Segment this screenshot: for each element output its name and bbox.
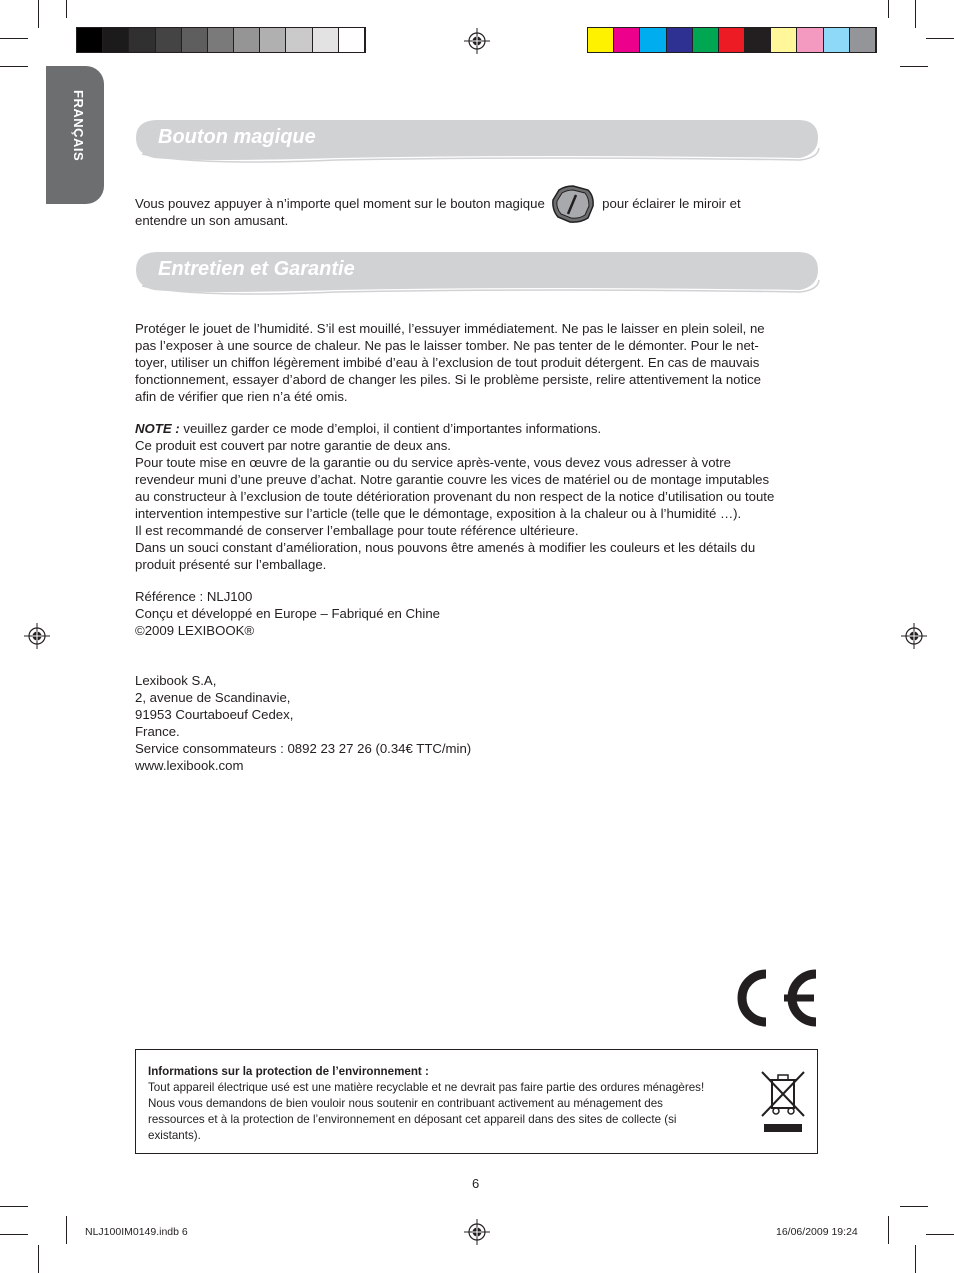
color-swatch — [640, 28, 666, 52]
entretien-paragraph-2 — [135, 420, 820, 573]
website-link[interactable]: www.lexibook.com — [135, 758, 244, 773]
text-line: Ce produit est couvert par notre garantie de deux ans. — [135, 438, 451, 453]
color-swatch — [77, 28, 103, 52]
bouton-paragraph — [135, 195, 820, 229]
environment-title: Informations sur la protection de l’environnement : — [148, 1065, 429, 1078]
section-banner-bouton — [136, 118, 818, 162]
text-line: 2, avenue de Scandinavie, — [135, 690, 291, 705]
environment-info-box — [135, 1049, 818, 1154]
color-swatch — [182, 28, 208, 52]
color-swatch — [797, 28, 823, 52]
color-swatch — [719, 28, 745, 52]
registration-mark-icon — [24, 623, 50, 649]
reference-block — [135, 588, 820, 639]
color-swatch — [234, 28, 260, 52]
color-swatch — [771, 28, 797, 52]
section-title-entretien: Entretien et Garantie — [158, 258, 355, 280]
text-line: Dans un souci constant d’amélioration, nous pouvons être amenés à modifier les couleurs et les détails du — [135, 540, 756, 555]
text-line: intervention intempestive sur l’article (telle que le démontage, exposition à la chaleur ou à l’humidité …). — [135, 506, 742, 521]
text-line: au constructeur à l’exclusion de toute détérioration provenant du non respect de la notice d’utilisation ou toute — [135, 489, 775, 504]
print-file-info: NLJ100IM0149.indb 6 — [85, 1226, 188, 1238]
text-line: Lexibook S.A, — [135, 673, 217, 688]
text-line: pas l’exposer à une source de chaleur. Ne pas le laisser tomber. Ne pas tenter de le démonter. Pour le net- — [135, 338, 759, 353]
text-line: Service consommateurs : 0892 23 27 26 (0.34€ TTC/min) — [135, 741, 472, 756]
page-number: 6 — [472, 1176, 480, 1191]
section-title-bouton: Bouton magique — [158, 126, 316, 148]
registration-mark-icon — [464, 1219, 490, 1245]
text-line: ©2009 LEXIBOOK® — [135, 623, 255, 638]
color-swatch — [745, 28, 771, 52]
registration-mark-icon — [901, 623, 927, 649]
entretien-paragraph-1 — [135, 320, 820, 405]
color-swatch — [313, 28, 339, 52]
text-line: produit présenté sur l’emballage. — [135, 557, 327, 572]
text-line: afin de vérifier que rien n’a été omis. — [135, 389, 348, 404]
text-line: France. — [135, 724, 180, 739]
text-line: fonctionnement, essayer d’abord de changer les piles. Si le problème persiste, relire attentivement la notice — [135, 372, 762, 387]
color-swatch — [850, 28, 876, 52]
color-swatch — [824, 28, 850, 52]
text-line: 91953 Courtaboeuf Cedex, — [135, 707, 294, 722]
print-date-info: 16/06/2009 19:24 — [776, 1226, 858, 1238]
crossed-out-bin-icon — [758, 1070, 810, 1136]
color-swatch — [614, 28, 640, 52]
text-line: existants). — [148, 1129, 201, 1142]
note-label: NOTE : — [135, 421, 180, 436]
text-line: Protéger le jouet de l’humidité. S’il est mouillé, l’essuyer immédiatement. Ne pas le laisser en plein soleil, ne — [135, 321, 765, 336]
color-swatch — [693, 28, 719, 52]
bouton-text-before: Vous pouvez appuyer à n’importe quel moment sur le bouton magique — [135, 196, 545, 211]
color-swatch — [588, 28, 614, 52]
color-swatch — [208, 28, 234, 52]
magic-button-icon — [550, 184, 596, 224]
text-line: Pour toute mise en œuvre de la garantie ou du service après-vente, vous devez vous adresser à votre — [135, 455, 731, 470]
color-swatch — [339, 28, 365, 52]
grayscale-color-bar — [76, 27, 366, 53]
note-text: veuillez garder ce mode d’emploi, il contient d’importantes informations. — [179, 421, 602, 436]
text-line: Nous vous demandons de bien vouloir nous soutenir en contribuant activement au ménagement des — [148, 1097, 663, 1110]
color-swatch — [260, 28, 286, 52]
text-line: Conçu et développé en Europe – Fabriqué en Chine — [135, 606, 440, 621]
ce-mark-icon — [728, 964, 820, 1032]
process-color-bar — [587, 27, 877, 53]
address-block — [135, 672, 820, 774]
section-banner-entretien — [136, 250, 818, 294]
color-swatch — [129, 28, 155, 52]
text-line: Tout appareil électrique usé est une matière recyclable et ne devrait pas faire partie des ordures ménagères! — [148, 1081, 705, 1094]
registration-mark-icon — [464, 28, 490, 54]
bouton-text-after: pour éclairer le miroir et — [602, 196, 741, 211]
color-swatch — [103, 28, 129, 52]
text-line: toyer, utiliser un chiffon légèrement imbibé d’eau à l’exclusion de tout produit détergent. En cas de mauvais — [135, 355, 760, 370]
text-line: Il est recommandé de conserver l’emballage pour toute référence ultérieure. — [135, 523, 579, 538]
language-label: FRANÇAIS — [71, 90, 86, 162]
text-line: Référence : NLJ100 — [135, 589, 253, 604]
color-swatch — [286, 28, 312, 52]
color-swatch — [667, 28, 693, 52]
text-line: revendeur muni d’une preuve d’achat. Notre garantie couvre les vices de matériel ou de montage imputables — [135, 472, 770, 487]
text-line: ressources et à la protection de l’environnement en déposant cet appareil dans des sites de collecte (si — [148, 1113, 677, 1126]
color-swatch — [156, 28, 182, 52]
bouton-text-line2: entendre un son amusant. — [135, 213, 289, 228]
